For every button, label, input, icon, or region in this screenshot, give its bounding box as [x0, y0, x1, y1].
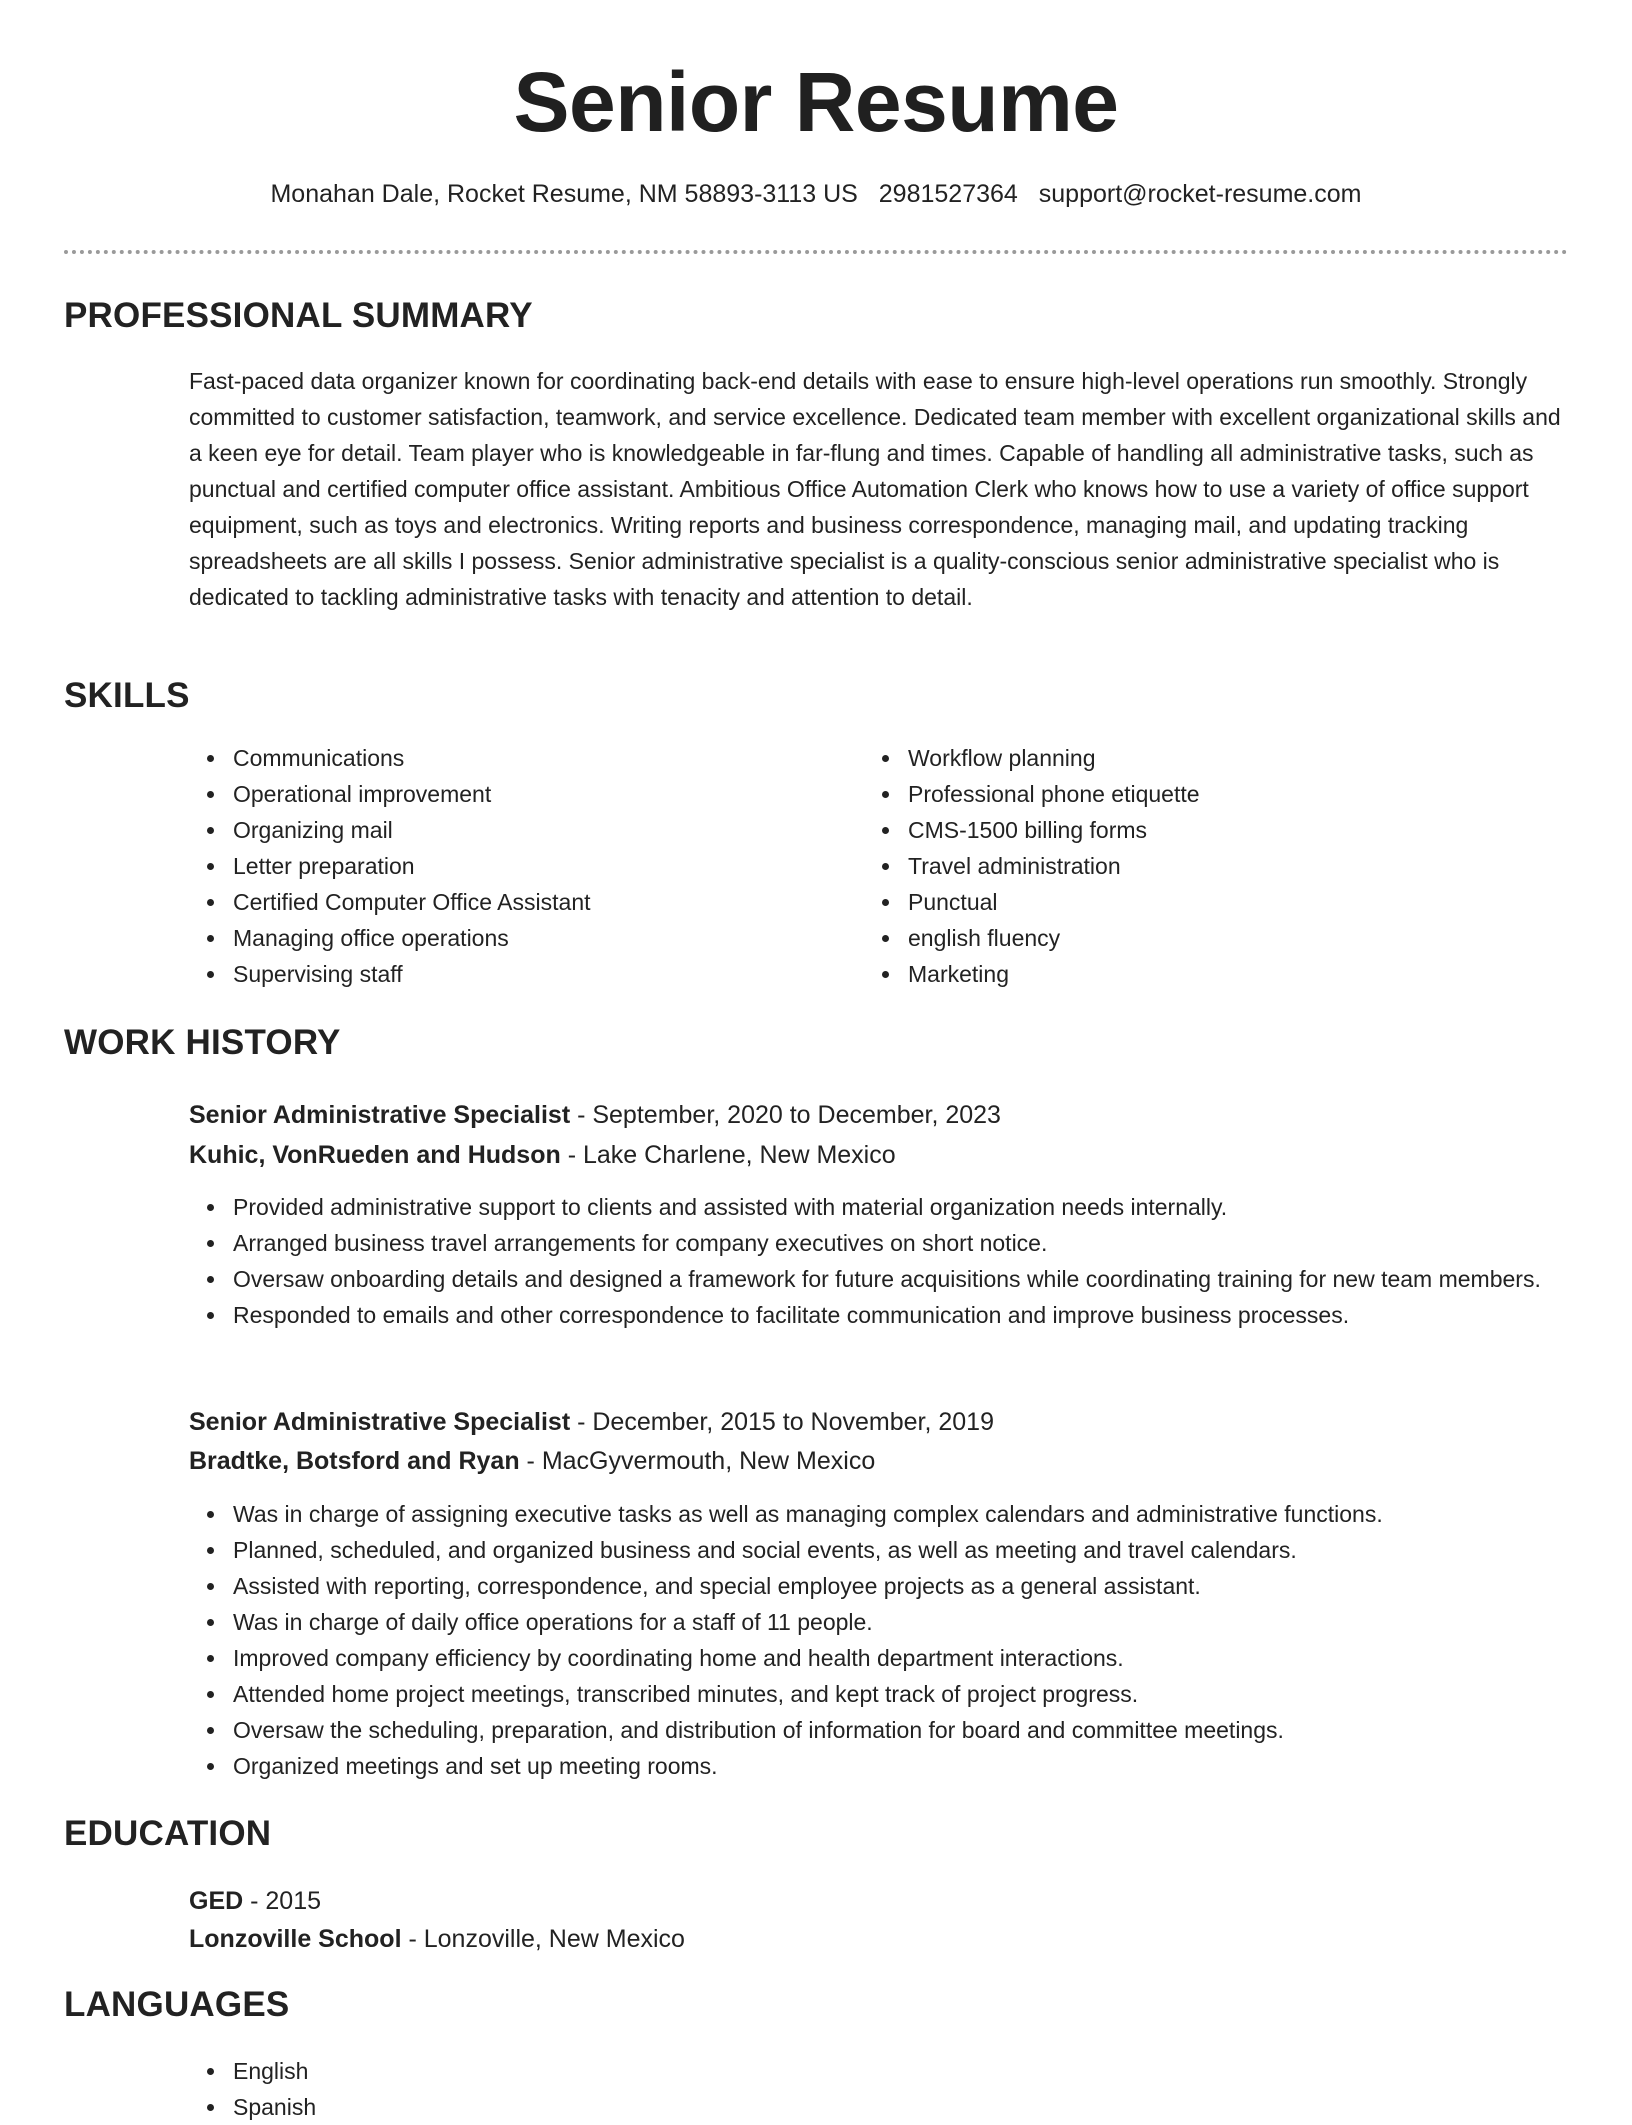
- job-2-title-line: [189, 1402, 994, 1442]
- list-item: Workflow planning: [864, 740, 1504, 776]
- list-item: Supervising staff: [189, 956, 829, 992]
- education-school-line: [189, 1919, 685, 1959]
- list-item: Spanish: [189, 2089, 1567, 2125]
- list-item: english fluency: [864, 920, 1504, 956]
- contact-line: [0, 180, 1632, 209]
- list-item: Managing office operations: [189, 920, 829, 956]
- list-item: Communications: [189, 740, 829, 776]
- list-item: Oversaw onboarding details and designed a framework for future acquisitions while coordinating training for new team members.: [189, 1261, 1567, 1297]
- job-location: - MacGyvermouth, New Mexico: [519, 1447, 876, 1475]
- job-company: Bradtke, Botsford and Ryan: [189, 1447, 520, 1475]
- list-item: Arranged business travel arrangements for company executives on short notice.: [189, 1225, 1567, 1261]
- list-item: Attended home project meetings, transcribed minutes, and kept track of project progress.: [189, 1676, 1567, 1712]
- degree: GED: [189, 1887, 244, 1915]
- list-item: Planned, scheduled, and organized business and social events, as well as meeting and travel calendars.: [189, 1532, 1567, 1568]
- skills-heading: SKILLS: [64, 676, 190, 715]
- summary-text: Fast-paced data organizer known for coordinating back-end details with ease to ensure high-level operations run smoothly. Strongly committed to customer satisfaction, teamwork, and service excellence. Dedicated team member with excellent organizational skills and a keen eye for detail. Team player who is knowledgeable in far-flung and times. Capable of handling all administrative tasks, such as punctual and certified computer office assistant. Ambitious Office Automation Clerk who knows how to use a variety of office support equipment, such as toys and electronics. Writing reports and business correspondence, managing mail, and updating tracking spreadsheets are all skills I possess. Senior administrative specialist is a quality-conscious senior administrative specialist who is dedicated to tackling administrative tasks with tenacity and attention to detail.: [189, 368, 1561, 610]
- list-item: Was in charge of assigning executive tasks as well as managing complex calendars and administrative functions.: [189, 1496, 1567, 1532]
- list-item: Punctual: [864, 884, 1504, 920]
- work-heading: WORK HISTORY: [64, 1023, 341, 1062]
- list-item: CMS-1500 billing forms: [864, 812, 1504, 848]
- job-1-company-line: [189, 1135, 896, 1175]
- list-item: Organizing mail: [189, 812, 829, 848]
- email: support@rocket-resume.com: [1038, 180, 1362, 208]
- languages-list: [189, 2053, 1567, 2125]
- list-item: Assisted with reporting, correspondence, and special employee projects as a general assistant.: [189, 1568, 1567, 1604]
- school-name: Lonzoville School: [189, 1925, 402, 1953]
- list-item: Professional phone etiquette: [864, 776, 1504, 812]
- school-location: - Lonzoville, New Mexico: [401, 1925, 685, 1953]
- list-item: Responded to emails and other correspondence to facilitate communication and improve business processes.: [189, 1297, 1567, 1333]
- job-1-duties: [189, 1189, 1567, 1333]
- education-heading: EDUCATION: [64, 1814, 272, 1853]
- list-item: Improved company efficiency by coordinating home and health department interactions.: [189, 1640, 1567, 1676]
- list-item: Certified Computer Office Assistant: [189, 884, 829, 920]
- list-item: English: [189, 2053, 1567, 2089]
- phone: 2981527364: [878, 180, 1018, 208]
- skills-list-left: [189, 740, 829, 992]
- job-1-title-line: [189, 1095, 1001, 1135]
- languages-heading: LANGUAGES: [64, 1985, 290, 2024]
- list-item: Provided administrative support to clients and assisted with material organization needs internally.: [189, 1189, 1567, 1225]
- list-item: Letter preparation: [189, 848, 829, 884]
- header-divider: [64, 250, 1568, 254]
- list-item: Travel administration: [864, 848, 1504, 884]
- job-title: Senior Administrative Specialist: [189, 1408, 571, 1436]
- job-company: Kuhic, VonRueden and Hudson: [189, 1141, 561, 1169]
- list-item: Oversaw the scheduling, preparation, and distribution of information for board and committee meetings.: [189, 1712, 1567, 1748]
- resume-title: Senior Resume: [513, 55, 1119, 149]
- education-degree-line: [189, 1881, 321, 1921]
- degree-year: - 2015: [243, 1887, 322, 1915]
- job-title: Senior Administrative Specialist: [189, 1101, 571, 1129]
- summary-heading: PROFESSIONAL SUMMARY: [64, 296, 533, 335]
- job-2-duties: [189, 1496, 1567, 1784]
- address: Monahan Dale, Rocket Resume, NM 58893-3113 US: [270, 180, 858, 208]
- job-2-company-line: [189, 1441, 875, 1481]
- list-item: Was in charge of daily office operations for a staff of 11 people.: [189, 1604, 1567, 1640]
- list-item: Operational improvement: [189, 776, 829, 812]
- skills-list-right: [864, 740, 1504, 992]
- job-dates: - September, 2020 to December, 2023: [570, 1101, 1001, 1129]
- list-item: Marketing: [864, 956, 1504, 992]
- list-item: Organized meetings and set up meeting rooms.: [189, 1748, 1567, 1784]
- job-dates: - December, 2015 to November, 2019: [570, 1408, 994, 1436]
- job-location: - Lake Charlene, New Mexico: [560, 1141, 896, 1169]
